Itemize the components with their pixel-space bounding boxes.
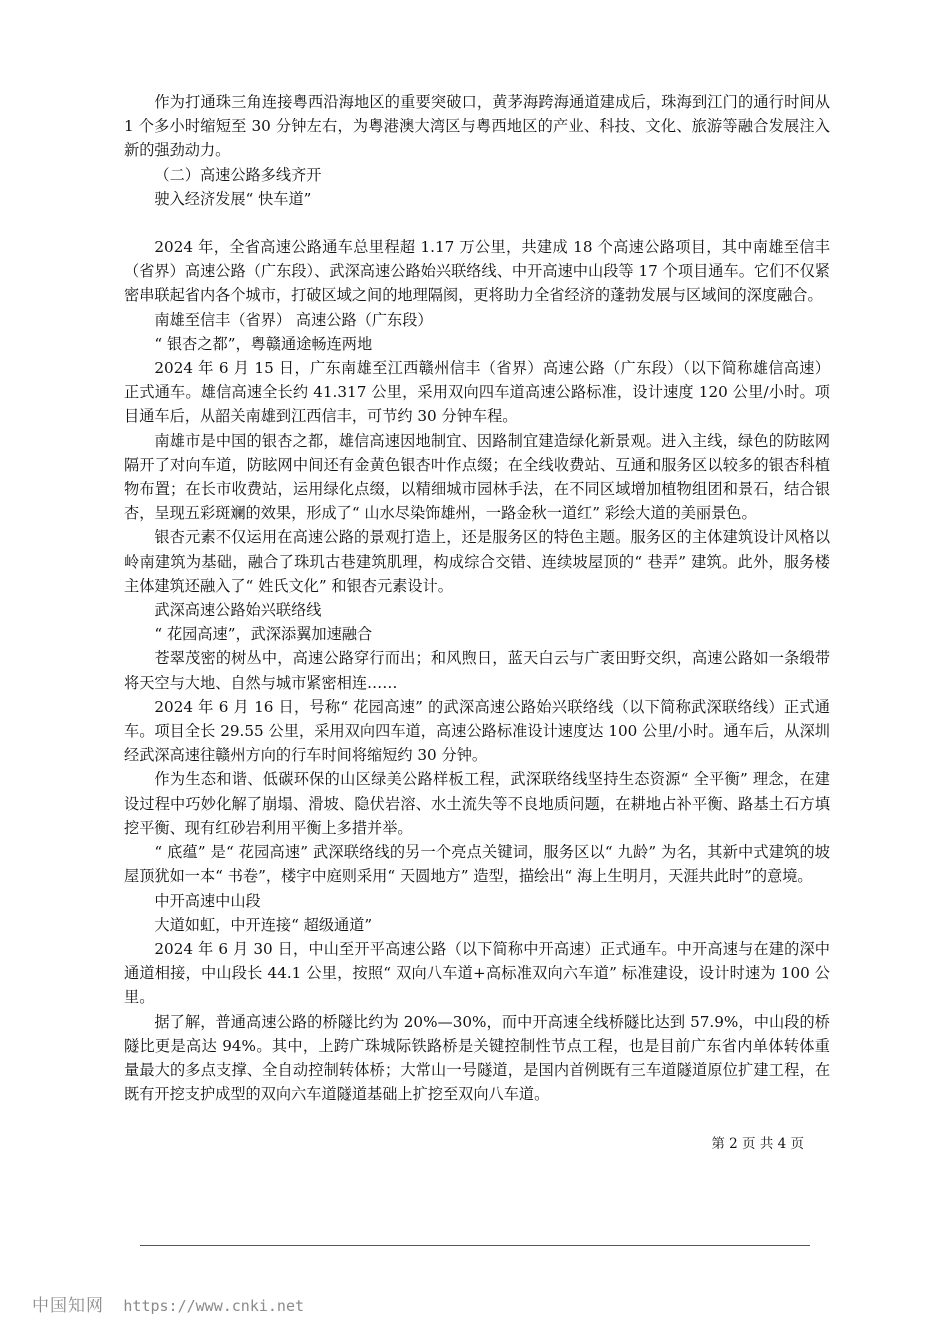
paragraph: 据了解，普通高速公路的桥隧比约为 20%—30%，而中开高速全线桥隧比达到 57.9%，中山段的桥隧比更是高达 94%。其中，上跨广珠城际铁路桥是关键控制性节点工程，也是目前广东省内单体转体重量最大的多点支撑、全自动控制转体桥；大常山一号隧道，是国内首例既有三车道隧道原位扩建工程，在既有开挖支护成型的双向六车道隧道基础上扩挖至双向八车道。 — [124, 1012, 830, 1104]
paragraph: 南雄市是中国的银杏之都，雄信高速因地制宜、因路制宜建造绿化新景观。进入主线，绿色的防眩网隔开了对向车道，防眩网中间还有金黄色银杏叶作点缀；在全线收费站、互通和服务区以较多的银杏科植物布置；在长市收费站，运用绿化点缀，以精细城市园林手法，在不同区域增加植物组团和景石，结合银杏，呈现五彩斑斓的效果，形成了“ 山水尽染饰雄州，一路金秋一道红” 彩绘大道的美丽景色。 — [124, 431, 830, 523]
section-subheading: 驶入经济发展“ 快车道” — [154, 189, 312, 208]
paragraph: 银杏元素不仅运用在高速公路的景观打造上，还是服务区的特色主题。服务区的主体建筑设计风格以岭南建筑为基础，融合了珠玑古巷建筑肌理，构成综合交错、连续坡屋顶的“ 巷弄” 建筑。此外，服务楼主体建筑还融入了“ 姓氏文化” 和银杏元素设计。 — [124, 528, 830, 595]
source-watermark — [32, 1294, 304, 1318]
page-number: 第 2 页 共 4 页 — [711, 1136, 804, 1152]
paragraph: 苍翠茂密的树丛中，高速公路穿行而出；和风煦日，蓝天白云与广袤田野交织，高速公路如一条缎带将天空与大地、自然与城市紧密相连…… — [124, 649, 830, 692]
paragraph: 2024 年，全省高速公路通车总里程超 1.17 万公里，共建成 18 个高速公路项目，其中南雄至信丰（省界）高速公路（广东段）、武深高速公路始兴联络线、中开高速中山段等 17 个项目通车。它们不仅紧密串联起省内各个城市，打破区域之间的地理隔阂，更将助力全省经济的蓬勃发展与区域间的深度融合。 — [124, 238, 830, 305]
footer-divider — [140, 1245, 810, 1246]
watermark-url[interactable]: https://www.cnki.net — [123, 1297, 305, 1315]
paragraph: “ 底蕴” 是“ 花园高速” 武深联络线的另一个亮点关键词，服务区以“ 九龄” 为名，其新中式建筑的坡屋顶犹如一本“ 书卷”，楼宇中庭则采用“ 天圆地方” 造型，描绘出“ 海上生明月，天涯共此时”的意境。 — [124, 843, 830, 886]
paragraph: 2024 年 6 月 30 日，中山至开平高速公路（以下简称中开高速）正式通车。中开高速与在建的深中通道相接，中山段长 44.1 公里，按照“ 双向八车道+高标准双向六车道” 标准建设，设计时速为 100 公里。 — [124, 939, 830, 1007]
watermark-site-name: 中国知网 — [32, 1296, 104, 1316]
subsection-heading: 中开高速中山段 — [154, 891, 261, 910]
subsection-heading: 南雄至信丰（省界） 高速公路（广东段） — [154, 310, 433, 329]
paragraph: 作为打通珠三角连接粤西沿海地区的重要突破口，黄茅海跨海通道建成后，珠海到江门的通行时间从 1 个多小时缩短至 30 分钟左右，为粤港澳大湾区与粤西地区的产业、科技、文化、旅游等融合发展注入新的强劲动力。 — [124, 93, 830, 160]
section-heading: （二）高速公路多线齐开 — [154, 165, 322, 184]
subsection-subheading: “ 银杏之都”，粤赣通途畅连两地 — [154, 334, 373, 353]
paragraph: 2024 年 6 月 16 日，号称“ 花园高速” 的武深高速公路始兴联络线（以下简称武深联络线）正式通车。项目全长 29.55 公里，采用双向四车道，高速公路标准设计速度达 100 公里/小时。通车后，从深圳经武深高速往赣州方向的行车时间将缩短约 30 分钟。 — [124, 697, 830, 765]
subsection-subheading: 大道如虹，中开连接“ 超级通道” — [154, 915, 373, 934]
article-body — [124, 90, 830, 1106]
paragraph: 2024 年 6 月 15 日，广东南雄至江西赣州信丰（省界）高速公路（广东段）（以下简称雄信高速）正式通车。雄信高速全长约 41.317 公里，采用双向四车道高速公路标准，设计速度 120 公里/小时。项目通车后，从韶关南雄到江西信丰，可节约 30 分钟车程。 — [124, 359, 830, 426]
subsection-heading: 武深高速公路始兴联络线 — [154, 601, 322, 620]
paragraph: 作为生态和谐、低碳环保的山区绿美公路样板工程，武深联络线坚持生态资源“ 全平衡” 理念，在建设过程中巧妙化解了崩塌、滑坡、隐伏岩溶、水土流失等不良地质问题，在耕地占补平衡、路基土石方填挖平衡、现有红砂岩利用平衡上多措并举。 — [124, 770, 830, 837]
subsection-subheading: “ 花园高速”，武深添翼加速融合 — [154, 625, 373, 644]
